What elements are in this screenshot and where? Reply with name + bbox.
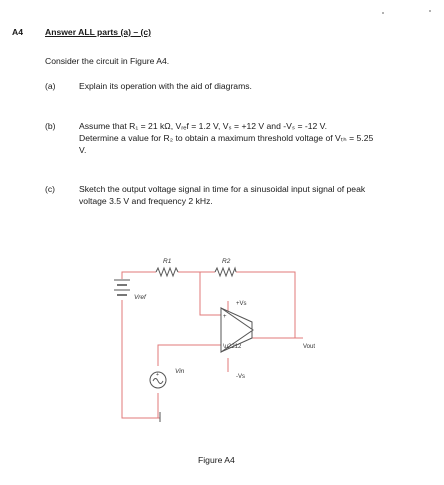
ac-source-icon [150, 372, 166, 388]
part-c-line-2: voltage 3.5 V and frequency 2 kHz. [79, 196, 213, 206]
part-b-line-1: Assume that R₁ = 21 kΩ, Vᵣₑf = 1.2 V, Vₛ = +12 V and -Vₛ = -12 V. [79, 121, 327, 131]
svg-text:+: + [223, 314, 227, 320]
wire-node-to-noninv [200, 272, 221, 315]
vin-label: Vin [175, 368, 185, 375]
part-b-line-3: V. [79, 145, 87, 155]
figure-caption: Figure A4 [198, 455, 235, 465]
part-b-label: (b) [45, 121, 56, 131]
part-a-label: (a) [45, 81, 56, 91]
question-heading: Answer ALL parts (a) – (c) [45, 27, 152, 37]
part-c-label: (c) [45, 184, 56, 194]
part-b-line-2: Determine a value for R₂ to obtain a maximum threshold voltage of Vₜₕ = 5.25 [79, 133, 374, 143]
r1-resistor-icon [156, 268, 178, 276]
r1-label: R1 [163, 258, 172, 265]
vout-label: Vout [303, 344, 316, 350]
r2-resistor-icon [215, 268, 236, 276]
wire-left-bottom [122, 300, 160, 418]
vs-neg-label: -Vs [236, 374, 245, 380]
vref-label: Vref [134, 294, 146, 301]
part-c-line-1: Sketch the output voltage signal in time for a sinusoidal input signal of peak [79, 184, 366, 194]
vref-battery-icon [114, 280, 130, 295]
wire-left-to-r1 [122, 272, 156, 279]
vs-pos-label: +Vs [236, 301, 247, 307]
question-number: A4 [12, 27, 23, 37]
wire-vin-to-inv [158, 345, 221, 366]
svg-text:+: + [156, 372, 159, 378]
question-intro: Consider the circuit in Figure A4. [45, 56, 170, 66]
r2-label: R2 [222, 258, 231, 265]
svg-text:\u2212: \u2212 [223, 344, 242, 350]
part-a-text: Explain its operation with the aid of diagrams. [79, 81, 252, 91]
